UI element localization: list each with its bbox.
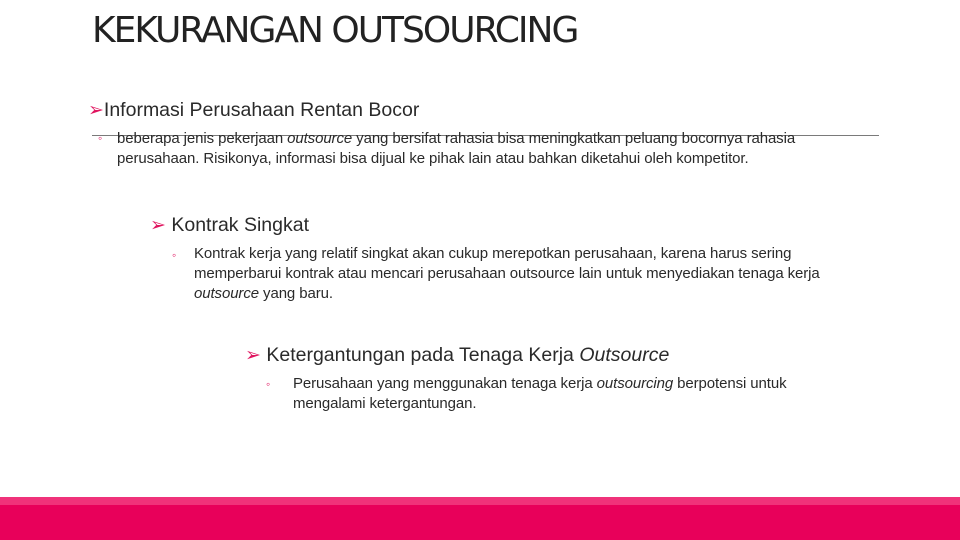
body-text: Kontrak kerja yang relatif singkat akan cukup merepotkan perusahaan, karena harus sering memperbarui kontrak atau mencari perusahaan outsource lain untuk menyediakan tenaga kerja	[194, 245, 820, 282]
section-body-2	[194, 244, 864, 304]
circle-bullet-icon: ◦	[172, 248, 177, 262]
section-heading-2	[150, 214, 309, 237]
circle-bullet-icon: ◦	[266, 377, 271, 391]
section-heading-text: Informasi Perusahaan Rentan Bocor	[103, 99, 420, 121]
section-heading-text: Kontrak Singkat	[171, 214, 310, 236]
section-heading-text: Ketergantungan pada Tenaga Kerja	[266, 344, 580, 366]
body-text: yang bersifat rahasia bisa meningkatkan peluang bocornya rahasia perusahaan. Risikonya, informasi bisa dijual ke pihak lain atau bahkan diketahui oleh kompetitor.	[117, 130, 796, 167]
body-italic-text: outsource	[194, 285, 259, 302]
footer-accent-strip	[0, 497, 960, 505]
body-text: yang baru.	[258, 285, 333, 302]
body-text: beberapa jenis pekerjaan	[117, 130, 288, 147]
section-heading-3	[245, 344, 669, 367]
section-heading-italic: Outsource	[579, 344, 670, 366]
arrow-bullet-icon: ➢	[150, 215, 166, 236]
arrow-bullet-icon: ➢	[88, 100, 104, 121]
body-italic-text: outsourcing	[596, 375, 674, 392]
section-heading-1	[88, 99, 419, 122]
arrow-bullet-icon: ➢	[245, 345, 261, 366]
section-body-1	[117, 129, 877, 169]
circle-bullet-icon: ◦	[98, 131, 103, 145]
body-text: berpotensi untuk mengalami ketergantungan.	[293, 375, 787, 412]
slide-title: KEKURANGAN OUTSOURCING	[92, 10, 578, 51]
body-italic-text: outsource	[287, 130, 353, 147]
section-body-3	[293, 374, 853, 414]
body-text: Perusahaan yang menggunakan tenaga kerja	[293, 375, 597, 392]
